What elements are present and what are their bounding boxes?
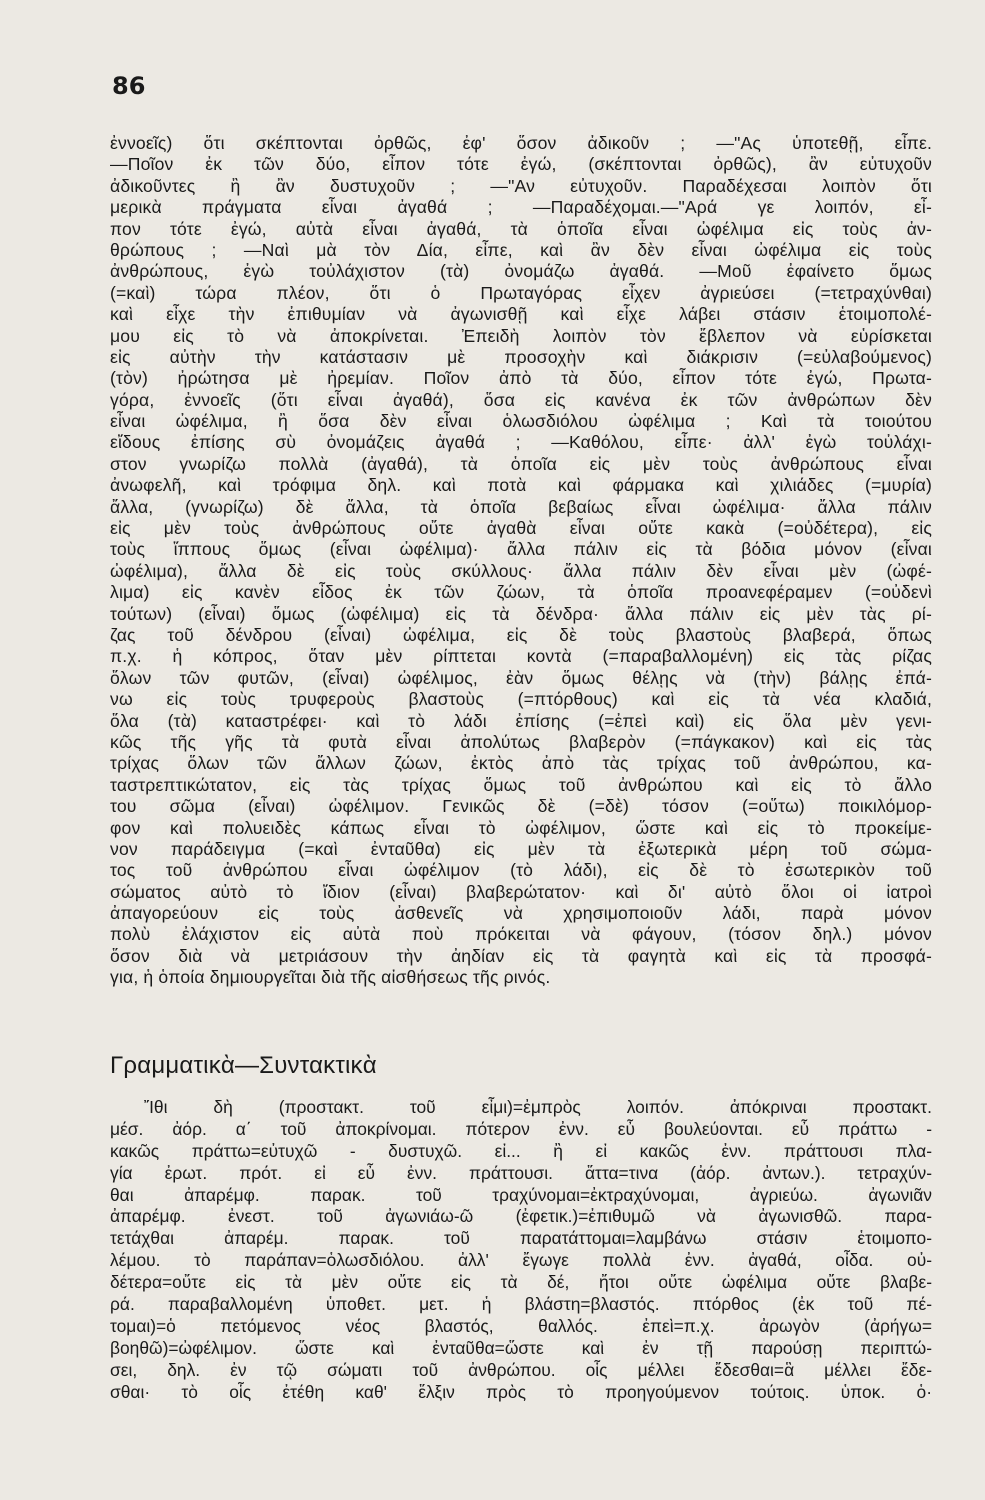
body-text-line: μερικὰ πράγματα εἶναι ἀγαθά ; —Παραδέχομαι.—"Αρά γε λοιπόν, εἶ- — [110, 197, 932, 218]
notes-line: βοηθῶ)=ὠφέλιμον. ὥστε καὶ ἐνταῦθα=ὥστε καὶ ἐν τῇ παρούσῃ περιπτώ- — [110, 1337, 932, 1358]
body-text-line: ἀνωφελῆ, καὶ τρόφιμα δηλ. καὶ ποτὰ καὶ φάρμακα καὶ χιλιάδες (=μυρία) — [110, 475, 932, 496]
body-text-line: π.χ. ἡ κόπρος, ὅταν μὲν ρίπτεται κοντὰ (=παραβαλλομένη) εἰς τὰς ρίζας — [110, 646, 932, 667]
body-text-line: ταστρεπτικώτατον, εἰς τὰς τρίχας ὅμως τοῦ ἀνθρώπου καὶ εἰς τὸ ἄλλο — [110, 774, 932, 795]
body-text-line: λιμα) εἰς κανὲν εἶδος ἐκ τῶν ζώων, τὰ ὁποῖα προανεφέραμεν (=οὐδενὶ — [110, 582, 932, 603]
body-text-line: καὶ εἶχε τὴν ἐπιθυμίαν νὰ ἀγωνισθῇ καὶ εἶχε λάβει στάσιν ἑτοιμοπολέ- — [110, 304, 932, 325]
body-text-line: ὅλων τῶν φυτῶν, (εἶναι) ὠφέλιμος, ἐὰν ὅμως θέλῃς νὰ (τὴν) βάλῃς ἐπά- — [110, 667, 932, 688]
body-text-line: ἐννοεῖς) ὅτι σκέπτονται ὀρθῶς, ἐφ' ὅσον ἀδικοῦν ; —"Ας ὑποτεθῇ, εἶπε. — [110, 133, 932, 153]
body-text-line: ζας τοῦ δένδρου (εἶναι) ὠφέλιμα, εἰς δὲ τοὺς βλαστοὺς βλαβερά, ὅπως — [110, 624, 932, 645]
notes-line: δέτερα=οὔτε εἰς τὰ μὲν οὔτε εἰς τὰ δέ, ἤτοι οὔτε ὠφέλιμα οὔτε βλαβε- — [110, 1272, 932, 1293]
body-text-line: νον παράδειγμα (=καὶ ἐνταῦθα) εἰς μὲν τὰ ἐξωτερικὰ μέρη τοῦ σώμα- — [110, 838, 932, 859]
body-text-line: κῶς τῆς γῆς τὰ φυτὰ εἶναι ἀπολύτως βλαβερὸν (=πάγκακον) καὶ εἰς τὰς — [110, 731, 932, 752]
body-text-line: φον καὶ πολυειδὲς κάπως εἶναι τὸ ὠφέλιμον, ὥστε καὶ εἰς τὸ προκείμε- — [110, 817, 932, 838]
body-text-line: για, ἡ ὁποία δημιουργεῖται διὰ τῆς αἰσθήσεως τῆς ρινός. — [110, 967, 551, 988]
body-text-line: ἀδικοῦντες ἢ ἂν δυστυχοῦν ; —"Αν εὐτυχοῦν. Παραδέχεσαι λοιπὸν ὅτι — [110, 175, 932, 196]
body-text-line: του σῶμα (εἶναι) ὠφέλιμον. Γενικῶς δὲ (=δὲ) τόσον (=οὕτω) ποικιλόμορ- — [110, 796, 932, 817]
body-text-line: ἀνθρώπους, ἐγὼ τοὐλάχιστον (τὰ) ὀνομάζω ἀγαθά. —Μοῦ ἐφαίνετο ὅμως — [110, 261, 932, 282]
notes-line: λέμου. τὸ παράπαν=ὁλωσδιόλου. ἀλλ' ἔγωγε πολλὰ ἐνν. ἀγαθά, οἶδα. οὐ- — [110, 1250, 932, 1271]
body-text-line: τούτων) (εἶναι) ὅμως (ὠφέλιμα) εἰς τὰ δένδρα· ἄλλα πάλιν εἰς μὲν τὰς ρί- — [110, 603, 932, 624]
page-number: 86 — [112, 72, 146, 100]
body-text-line: ἄλλα, (γνωρίζω) δὲ ἄλλα, τὰ ὁποῖα βεβαίως εἶναι ὠφέλιμα· ἄλλα πάλιν — [110, 496, 932, 517]
body-text-line: εἰς αὐτὴν τὴν κατάστασιν μὲ προσοχὴν καὶ διάκρισιν (=εὐλαβούμενος) — [110, 346, 932, 367]
body-text-line: πον τότε ἐγώ, αὐτὰ εἶναι ἀγαθά, τὰ ὁποῖα εἶναι ὠφέλιμα εἰς τοὺς ἀν- — [110, 218, 932, 239]
body-text-line: τρίχας ὅλων τῶν ἄλλων ζώων, ἐκτὸς ἀπὸ τὰς τρίχας τοῦ ἀνθρώπου, κα- — [110, 753, 932, 774]
body-text-line: μου εἰς τὸ νὰ ἀποκρίνεται. Ἐπειδὴ λοιπὸν τὸν ἔβλεπον νὰ εὑρίσκεται — [110, 325, 932, 346]
notes-line: κακῶς πράττω=εὐτυχῶ - δυστυχῶ. εἰ... ἢ εἰ κακῶς ἐνν. πράττουσι πλα- — [110, 1140, 932, 1161]
body-text-line: πολὺ ἐλάχιστον εἰς αὐτὰ ποὺ πρόκειται νὰ φάγουν, (τόσον δηλ.) μόνον — [110, 924, 932, 945]
body-text-line: στον γνωρίζω πολλὰ (ἀγαθά), τὰ ὁποῖα εἰς μὲν τοὺς ἀνθρώπους εἶναι — [110, 453, 932, 474]
body-text-line: (=καὶ) τώρα πλέον, ὅτι ὁ Πρωταγόρας εἶχεν ἀγριεύσει (=τετραχύνθαι) — [110, 282, 932, 303]
body-text-line: εἰς μὲν τοὺς ἀνθρώπους οὔτε ἀγαθὰ εἶναι οὔτε κακὰ (=οὐδέτερα), εἰς — [110, 518, 932, 539]
grammar-notes — [110, 1097, 932, 1403]
notes-line: σθαι· τὸ οἷς ἐτέθη καθ' ἕλξιν πρὸς τὸ προηγούμενον τούτοις. ὑποκ. ὁ· — [110, 1381, 932, 1402]
notes-line: γία ἐρωτ. πρότ. εἰ εὖ ἐνν. πράττουσι. ἅττα=τινα (ἀόρ. ἀντων.). τετραχύν- — [110, 1162, 932, 1183]
body-text-line: σώματος αὐτὸ τὸ ἴδιον (εἶναι) βλαβερώτατον· καὶ δι' αὐτὸ ὅλοι οἱ ἰατροὶ — [110, 881, 932, 902]
body-text-line: τος τοῦ ἀνθρώπου εἶναι ὠφέλιμον (τὸ λάδι), εἰς δὲ τὸ ἐσωτερικὸν τοῦ — [110, 860, 932, 881]
body-text-line: γόρα, ἐννοεῖς (ὅτι εἶναι ἀγαθά), ὅσα εἰς κανένα ἐκ τῶν ἀνθρώπων δὲν — [110, 389, 932, 410]
notes-line: τομαι)=ὁ πετόμενος νέος βλαστός, θαλλός. ἐπεὶ=π.χ. ἀρωγὸν (ἀρήγω= — [110, 1315, 932, 1336]
notes-line: σει, δηλ. ἐν τῷ σώματι τοῦ ἀνθρώπου. οἷς μέλλει ἔδεσθαι=ἃ μέλλει ἔδε- — [110, 1359, 932, 1380]
notes-line: Ἴθι δὴ (προστακτ. τοῦ εἶμι)=ἐμπρὸς λοιπόν. ἀπόκριναι προστακτ. — [144, 1097, 932, 1117]
notes-line: ἀπαρέμφ. ἐνεστ. τοῦ ἀγωνιάω-ῶ (ἐφετικ.)=ἐπιθυμῶ νὰ ἀγωνισθῶ. παρα- — [110, 1206, 932, 1227]
body-text-line: (τὸν) ἠρώτησα μὲ ἠρεμίαν. Ποῖον ἀπὸ τὰ δύο, εἶπον τότε ἐγώ, Πρωτα- — [110, 368, 932, 389]
body-text-line: ὠφέλιμα), ἄλλα δὲ εἰς τοὺς σκύλλους· ἄλλα πάλιν δὲν εἶναι μὲν (ὠφέ- — [110, 560, 932, 581]
body-text-line: ἀπαγορεύουν εἰς τοὺς ἀσθενεῖς νὰ χρησιμοποιοῦν λάδι, παρὰ μόνον — [110, 903, 932, 924]
notes-line: θαι ἀπαρέμφ. παρακ. τοῦ τραχύνομαι=ἐκτραχύνομαι, ἀγριεύω. ἀγωνιᾶν — [110, 1184, 932, 1205]
body-text-line: εἴδους ἐπίσης σὺ ὀνομάζεις ἀγαθά ; —Καθόλου, εἶπε· ἀλλ' ἐγὼ τοὐλάχι- — [110, 432, 932, 453]
body-text-line: ὅσον διὰ νὰ μετριάσουν τὴν ἀηδίαν εἰς τὰ φαγητὰ καὶ εἰς τὰ προσφά- — [110, 945, 932, 966]
body-text-line: θρώπους ; —Ναὶ μὰ τὸν Δία, εἶπε, καὶ ἂν δὲν εἶναι ὠφέλιμα εἰς τοὺς — [110, 239, 932, 260]
body-text — [110, 133, 932, 989]
body-text-line: εἶναι ὠφέλιμα, ἢ ὅσα δὲν εἶναι ὁλωσδιόλου ὠφέλιμα ; Καὶ τὰ τοιούτου — [110, 411, 932, 432]
notes-line: ρά. παραβαλλομένη ὑποθετ. μετ. ἡ βλάστη=βλαστός. πτόρθος (ἐκ τοῦ πέ- — [110, 1294, 932, 1315]
notes-line: μέσ. ἀόρ. α΄ τοῦ ἀποκρίνομαι. πότερον ἐνν. εὖ βουλεύονται. εὖ πράττω - — [110, 1118, 932, 1139]
body-text-line: —Ποῖον ἐκ τῶν δύο, εἶπον τότε ἐγώ, (σκέπτονται ὀρθῶς), ἂν εὐτυχοῦν — [110, 154, 932, 175]
notes-line: τετάχθαι ἀπαρέμ. παρακ. τοῦ παρατάττομαι=λαμβάνω στάσιν ἑτοιμοπο- — [110, 1228, 932, 1249]
body-text-line: ὅλα (τὰ) καταστρέφει· καὶ τὸ λάδι ἐπίσης (=ἐπεὶ καὶ) εἰς ὅλα μὲν γενι- — [110, 710, 932, 731]
body-text-line: νω εἰς τοὺς τρυφεροὺς βλαστοὺς (=πτόρθους) καὶ εἰς τὰ νέα κλαδιά, — [110, 689, 932, 710]
body-text-line: τοὺς ἵππους ὅμως (εἶναι ὠφέλιμα)· ἄλλα πάλιν εἰς τὰ βόδια μόνον (εἶναι — [110, 539, 932, 560]
section-heading: Γραμματικὰ—Συντακτικὰ — [110, 1052, 377, 1079]
